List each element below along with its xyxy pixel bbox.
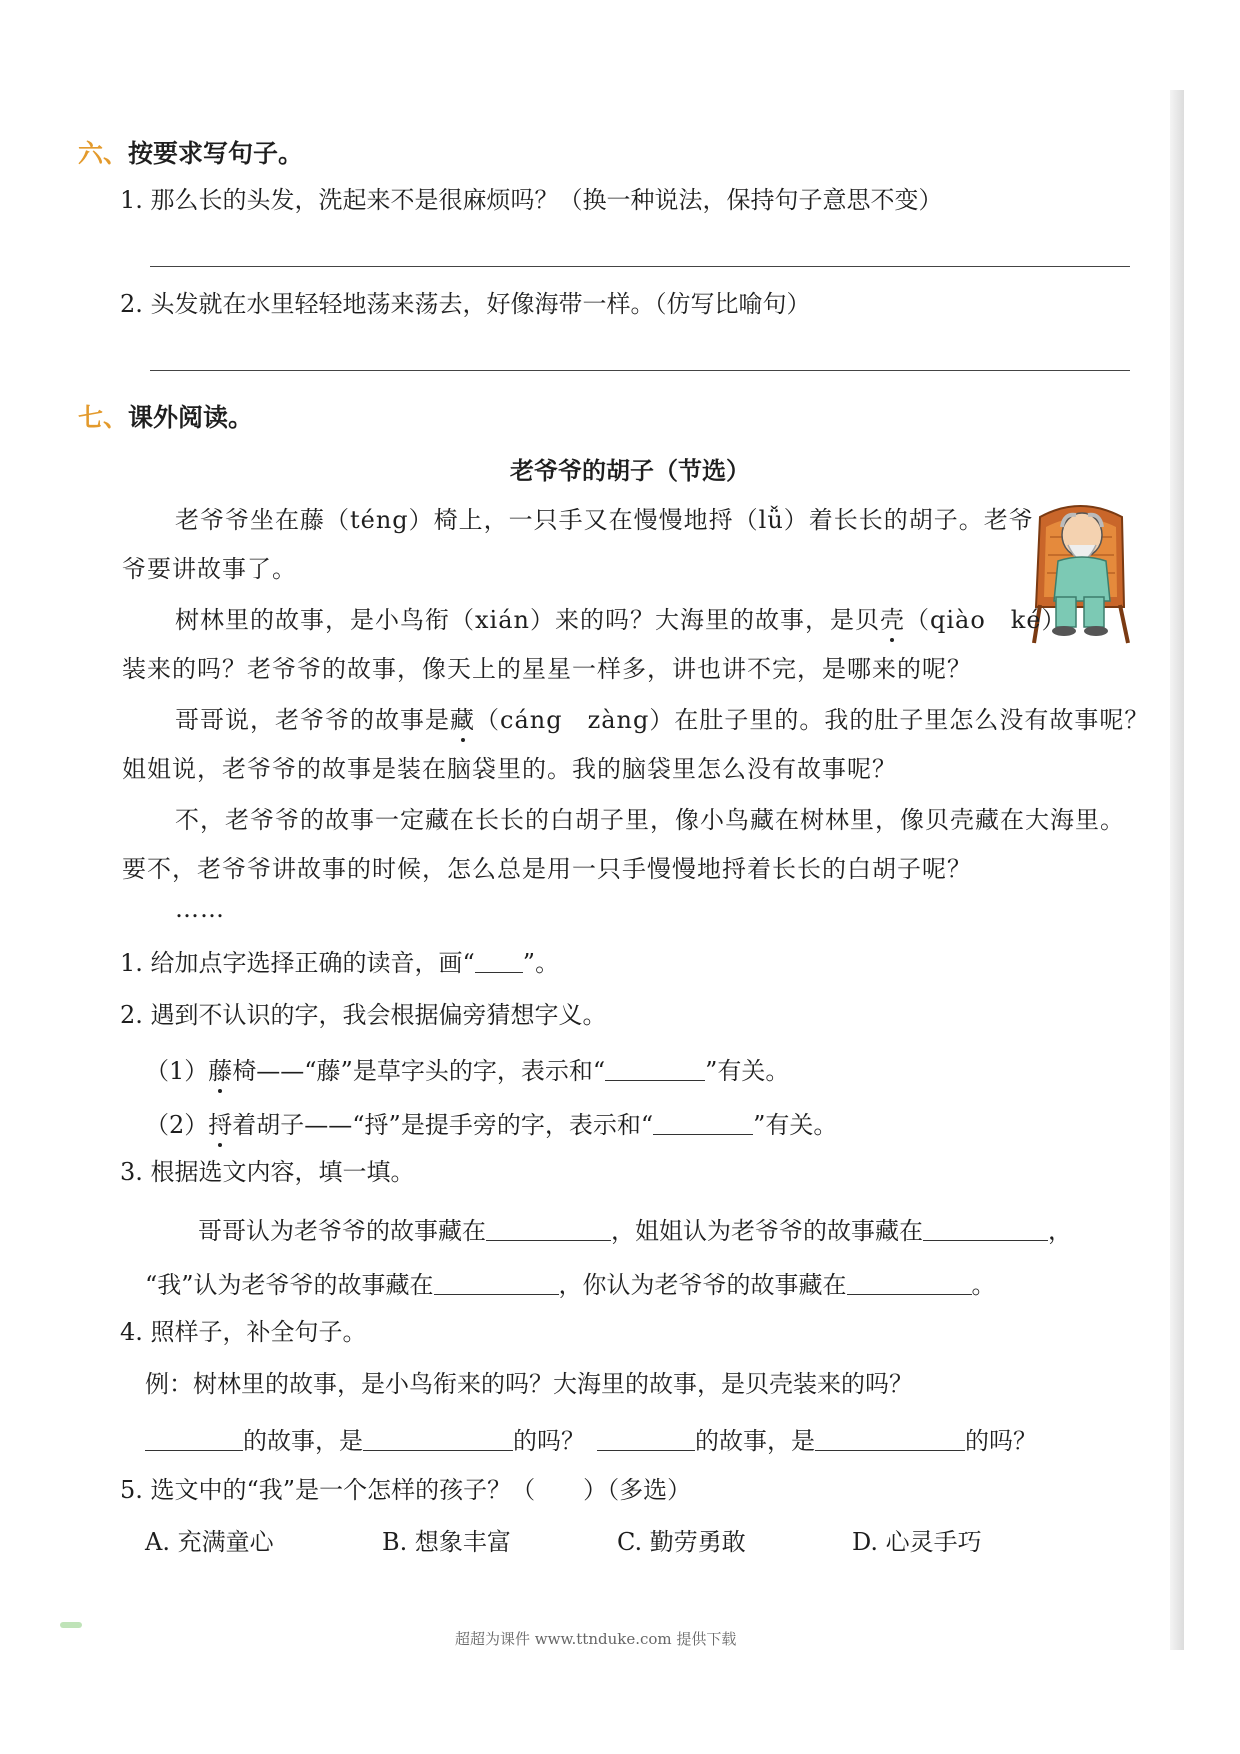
s6-question-2: 2. 头发就在水里轻轻地荡来荡去，好像海带一样。（仿写比喻句） xyxy=(120,290,811,318)
pinyin-options-ke[interactable]: （qiào ké） xyxy=(904,606,1067,634)
story-p4-line1: 不，老爷爷的故事一定藏在长长的白胡子里，像小鸟藏在树林里，像贝壳藏在大海里。 xyxy=(175,806,1125,834)
option-a[interactable]: A. 充满童心 xyxy=(145,1528,274,1556)
q4-text-c: 的故事，是 xyxy=(695,1427,815,1455)
q4-text-a: 的故事，是 xyxy=(243,1427,363,1455)
option-c[interactable]: C. 勤劳勇敢 xyxy=(617,1528,746,1556)
story-p2-text: 树林里的故事，是小鸟衔（xián）来的吗？大海里的故事，是贝 xyxy=(175,606,880,634)
q3-me-blank[interactable] xyxy=(434,1272,559,1295)
option-b[interactable]: B. 想象丰富 xyxy=(382,1528,511,1556)
dotted-char-ke: 壳 xyxy=(879,606,905,634)
pinyin-options-cang[interactable]: （cáng zàng）在肚子里的。我的肚子里怎么没有故事呢？ xyxy=(475,706,1150,734)
question-5: 5. 选文中的“我”是一个怎样的孩子？（ ）（多选） xyxy=(120,1476,692,1504)
q2-2-end: ”有关。 xyxy=(753,1111,838,1139)
q4-text-b: 的吗？ xyxy=(513,1427,585,1455)
option-d[interactable]: D. 心灵手巧 xyxy=(852,1528,982,1556)
q4-example: 例：树林里的故事，是小鸟衔来的吗？大海里的故事，是贝壳装来的吗？ xyxy=(145,1370,913,1398)
q4-fill-line xyxy=(145,1428,1037,1453)
question-2-2 xyxy=(145,1112,837,1137)
q3-line2 xyxy=(145,1272,996,1297)
story-p2-line2: 装来的吗？老爷爷的故事，像天上的星星一样多，讲也讲不完，是哪来的呢？ xyxy=(122,655,972,683)
story-p3-text: 哥哥说，老爷爷的故事是 xyxy=(175,706,450,734)
q3-sister-blank[interactable] xyxy=(923,1218,1048,1241)
q3-line2-end: 。 xyxy=(971,1271,996,1299)
question-3: 3. 根据选文内容，填一填。 xyxy=(120,1158,415,1186)
q3-you-text: ，你认为老爷爷的故事藏在 xyxy=(558,1271,847,1299)
q4-blank-4[interactable] xyxy=(815,1428,965,1451)
q4-blank-3[interactable] xyxy=(597,1428,695,1451)
q3-line1-end: ， xyxy=(1048,1217,1072,1245)
q4-blank-2[interactable] xyxy=(363,1428,513,1451)
dotted-char-lv: 捋 xyxy=(208,1111,233,1139)
q3-you-blank[interactable] xyxy=(847,1272,972,1295)
q3-sister-text: ，姐姐认为老爷爷的故事藏在 xyxy=(611,1217,923,1245)
section-6-heading xyxy=(78,134,303,170)
story-title: 老爷爷的胡子（节选） xyxy=(510,457,750,485)
page-edge-shadow xyxy=(1170,90,1184,1650)
s6-question-1: 1. 那么长的头发，洗起来不是很麻烦吗？（换一种说法，保持句子意思不变） xyxy=(120,186,943,214)
question-2-1 xyxy=(145,1058,789,1083)
q2-2-num: （2） xyxy=(145,1111,209,1139)
q3-line1 xyxy=(198,1218,1072,1243)
q4-blank-1[interactable] xyxy=(145,1428,243,1451)
q3-me-text: “我”认为老爷爷的故事藏在 xyxy=(145,1271,434,1299)
story-ellipsis: …… xyxy=(175,895,225,923)
section-7-title: 课外阅读。 xyxy=(128,403,254,432)
question-1 xyxy=(120,950,559,975)
story-p4-line2: 要不，老爷爷讲故事的时候，怎么总是用一只手慢慢地捋着长长的白胡子呢？ xyxy=(122,855,972,883)
s6-q1-answer-line[interactable] xyxy=(150,266,1130,267)
story-p3-line2: 姐姐说，老爷爷的故事是装在脑袋里的。我的脑袋里怎么没有故事呢？ xyxy=(122,755,897,783)
story-p2-line1 xyxy=(175,600,1067,635)
story-p1-line2: 爷要讲故事了。 xyxy=(122,555,297,583)
footer-green-mark xyxy=(60,1622,82,1628)
section-7-number: 七、 xyxy=(78,403,129,432)
footer-watermark: 超超为课件 www.ttnduke.com 提供下载 xyxy=(455,1630,737,1648)
question-4: 4. 照样子，补全句子。 xyxy=(120,1318,367,1346)
q2-1-num: （1） xyxy=(145,1057,209,1085)
question-2: 2. 遇到不认识的字，我会根据偏旁猜想字义。 xyxy=(120,1001,607,1029)
q2-1-text: 椅——“藤”是草字头的字，表示和“ xyxy=(232,1057,606,1085)
story-p3-line1 xyxy=(175,700,1149,735)
q2-2-text: 着胡子——“捋”是提手旁的字，表示和“ xyxy=(232,1111,654,1139)
question-1-end: ”。 xyxy=(522,949,560,977)
section-7-heading xyxy=(78,398,253,434)
question-1-text: 1. 给加点字选择正确的读音，画“ xyxy=(120,949,475,977)
s6-q2-answer-line[interactable] xyxy=(150,370,1130,371)
q2-2-blank[interactable] xyxy=(653,1112,753,1135)
section-6-number: 六、 xyxy=(78,139,129,168)
q2-1-blank[interactable] xyxy=(605,1058,705,1081)
dotted-char-teng: 藤 xyxy=(208,1057,233,1085)
section-6-title: 按要求写句子。 xyxy=(128,139,304,168)
q3-brother-text: 哥哥认为老爷爷的故事藏在 xyxy=(198,1217,486,1245)
dotted-char-cang: 藏 xyxy=(450,706,475,734)
story-p1-line1: 老爷爷坐在藤（téng）椅上，一只手又在慢慢地捋（lǚ）着长长的胡子。老爷 xyxy=(175,506,1034,534)
q3-brother-blank[interactable] xyxy=(486,1218,611,1241)
q4-text-d: 的吗？ xyxy=(965,1427,1037,1455)
q1-blank xyxy=(475,950,523,973)
q2-1-end: ”有关。 xyxy=(705,1057,790,1085)
